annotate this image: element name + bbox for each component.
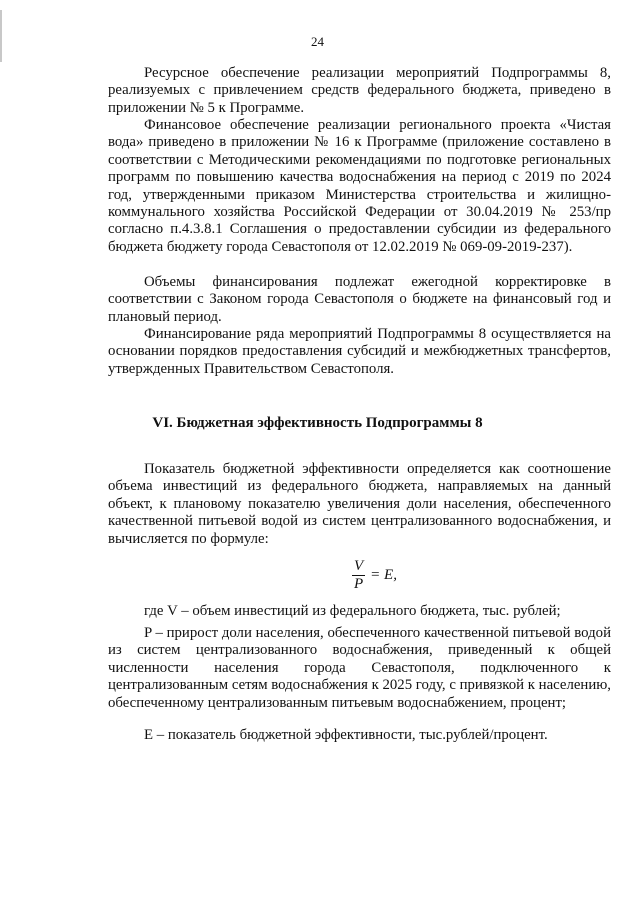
formula-numerator: V [354,558,364,574]
efficiency-formula [352,558,397,593]
paragraph-financial-support: Финансовое обеспечение реализации регионального проекта «Чистая вода» приведено в приложении № 16 к Программе (приложение составлено в соответствии с Методическими рекомендациями по подготовке региональных программ по повышению качества водоснабжения на период с 2019 по 2024 год, утвержденными приказом Министерства строительства и жилищно-коммунального хозяйства Российской Федерации от 30.04.2019 № 253/пр согласно п.4.3.8.1 Соглашения о предоставлении субсидии из федерального бюджета бюджету города Севастополя от 12.02.2019 № 069-09-2019-237). [108,117,611,255]
definition-e: E – показатель бюджетной эффективности, тыс.рублей/процент. [144,727,548,743]
formula-fraction [352,558,365,593]
paragraph-indicator-definition: Показатель бюджетной эффективности определяется как соотношение объема инвестиций из федерального бюджета, направляемых на данный объект, к плановому показателю увеличения доли населения, обеспеченного качественной питьевой водой из систем централизованного водоснабжения, и вычисляется по формуле: [108,461,611,547]
formula-denominator: P [354,576,364,592]
definition-v: где V – объем инвестиций из федерального бюджета, тыс. рублей; [144,603,561,619]
page-number: 24 [311,34,324,49]
definition-p: P – прирост доли населения, обеспеченного качественной питьевой водой из систем централизованного водоснабжения, приведенный к общей численности населения города Севастополя, подключенного к централизованным сетям водоснабжения к 2025 году, с привязкой к населению, обеспеченному централизованным питьевым водоснабжением, процент; [108,625,611,711]
paragraph-funding-basis: Финансирование ряда мероприятий Подпрограммы 8 осуществляется на основании порядков предоставления субсидий и межбюджетных трансфертов, утвержденных Правительством Севастополя. [108,326,611,377]
paragraph-resource-support: Ресурсное обеспечение реализации мероприятий Подпрограммы 8, реализуемых с привлечением средств федерального бюджета, приведено в приложении № 5 к Программе. [108,65,611,116]
section-heading: VI. Бюджетная эффективность Подпрограммы 8 [152,415,483,431]
formula-rhs: = E, [370,567,397,583]
paragraph-funding-volumes: Объемы финансирования подлежат ежегодной корректировке в соответствии с Законом города Севастополя о бюджете на финансовый год и плановый период. [108,274,611,325]
